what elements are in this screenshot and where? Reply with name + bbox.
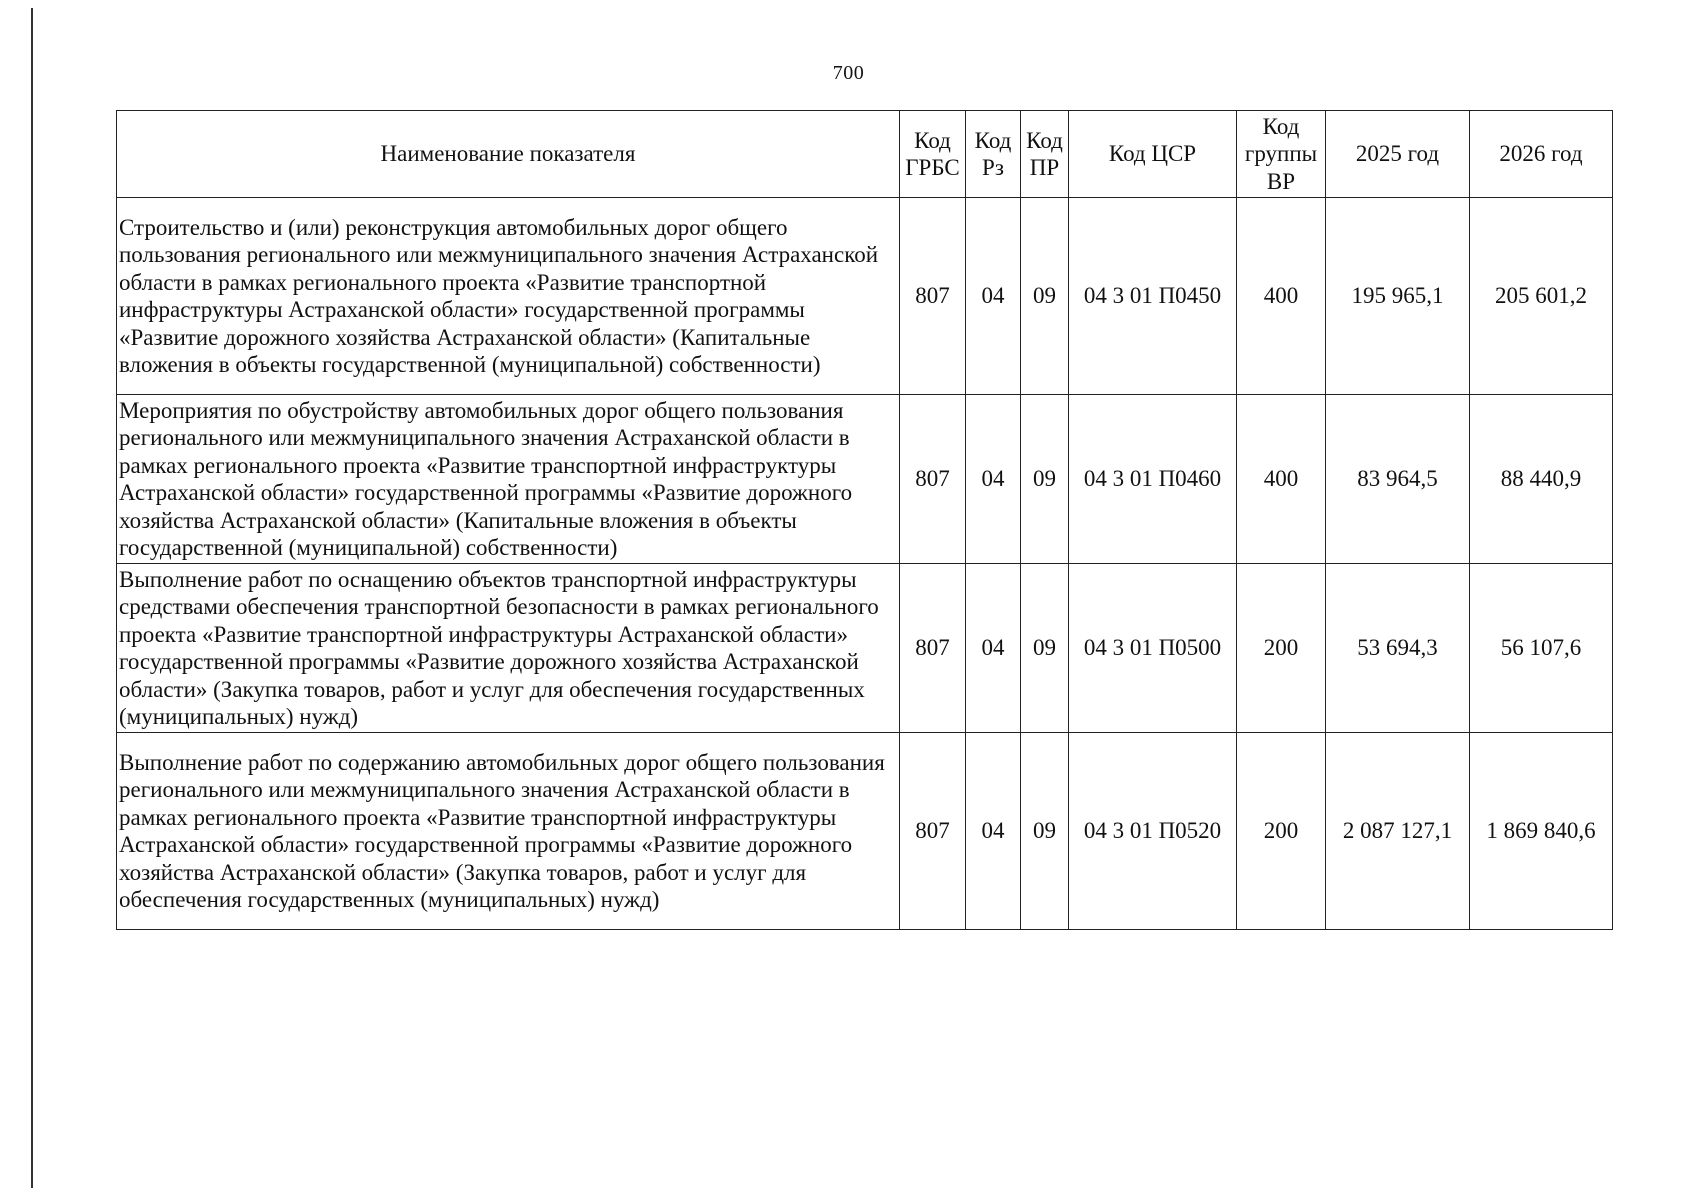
cell-vr: 400 [1237, 395, 1326, 564]
cell-2025: 195 965,1 [1326, 198, 1470, 395]
cell-name: Выполнение работ по оснащению объектов транспортной инфраструктуры средствами обеспечения транспортной безопасности в рамках регионального проекта «Развитие транспортной инфраструктуры Астраханской области» государственной программы «Развитие дорожного хозяйства Астраханской области» (Закупка товаров, работ и услуг для обеспечения государственных (муниципальных) нужд) [117, 564, 900, 733]
table-row [117, 733, 1613, 930]
table-row [117, 395, 1613, 564]
cell-2026: 205 601,2 [1470, 198, 1613, 395]
cell-rz: 04 [966, 198, 1021, 395]
page-number: 700 [832, 62, 865, 84]
header-grbs: Код ГРБС [900, 111, 966, 198]
cell-grbs: 807 [900, 198, 966, 395]
cell-rz: 04 [966, 395, 1021, 564]
table-row [117, 198, 1613, 395]
cell-vr: 200 [1237, 733, 1326, 930]
table-header-row [117, 111, 1613, 198]
cell-pr: 09 [1021, 395, 1069, 564]
cell-name: Строительство и (или) реконструкция автомобильных дорог общего пользования регионального или межмуниципального значения Астраханской области в рамках регионального проекта «Развитие транспортной инфраструктуры Астраханской области» государственной программы «Развитие дорожного хозяйства Астраханской области» (Капитальные вложения в объекты государственной (муниципальной) собственности) [117, 198, 900, 395]
header-csr: Код ЦСР [1069, 111, 1237, 198]
cell-2026: 56 107,6 [1470, 564, 1613, 733]
budget-table [116, 110, 1613, 930]
cell-name: Мероприятия по обустройству автомобильных дорог общего пользования регионального или межмуниципального значения Астраханской области в рамках регионального проекта «Развитие транспортной инфраструктуры Астраханской области» государственной программы «Развитие дорожного хозяйства Астраханской области» (Капитальные вложения в объекты государственной (муниципальной) собственности) [117, 395, 900, 564]
header-rz: Код Рз [966, 111, 1021, 198]
table-row [117, 564, 1613, 733]
cell-2025: 2 087 127,1 [1326, 733, 1470, 930]
cell-2025: 83 964,5 [1326, 395, 1470, 564]
cell-vr: 400 [1237, 198, 1326, 395]
cell-grbs: 807 [900, 395, 966, 564]
header-name: Наименование показателя [117, 111, 900, 198]
cell-rz: 04 [966, 733, 1021, 930]
cell-csr: 04 3 01 П0520 [1069, 733, 1237, 930]
cell-csr: 04 3 01 П0500 [1069, 564, 1237, 733]
cell-2026: 1 869 840,6 [1470, 733, 1613, 930]
cell-pr: 09 [1021, 198, 1069, 395]
cell-pr: 09 [1021, 733, 1069, 930]
header-pr: Код ПР [1021, 111, 1069, 198]
cell-rz: 04 [966, 564, 1021, 733]
header-2026: 2026 год [1470, 111, 1613, 198]
cell-grbs: 807 [900, 733, 966, 930]
cell-2025: 53 694,3 [1326, 564, 1470, 733]
page-binding-line [31, 8, 33, 1188]
header-vr: Код группы ВР [1237, 111, 1326, 198]
cell-2026: 88 440,9 [1470, 395, 1613, 564]
cell-grbs: 807 [900, 564, 966, 733]
header-2025: 2025 год [1326, 111, 1470, 198]
cell-name: Выполнение работ по содержанию автомобильных дорог общего пользования регионального или межмуниципального значения Астраханской области в рамках регионального проекта «Развитие транспортной инфраструктуры Астраханской области» государственной программы «Развитие дорожного хозяйства Астраханской области» (Закупка товаров, работ и услуг для обеспечения государственных (муниципальных) нужд) [117, 733, 900, 930]
cell-vr: 200 [1237, 564, 1326, 733]
cell-pr: 09 [1021, 564, 1069, 733]
cell-csr: 04 3 01 П0460 [1069, 395, 1237, 564]
cell-csr: 04 3 01 П0450 [1069, 198, 1237, 395]
